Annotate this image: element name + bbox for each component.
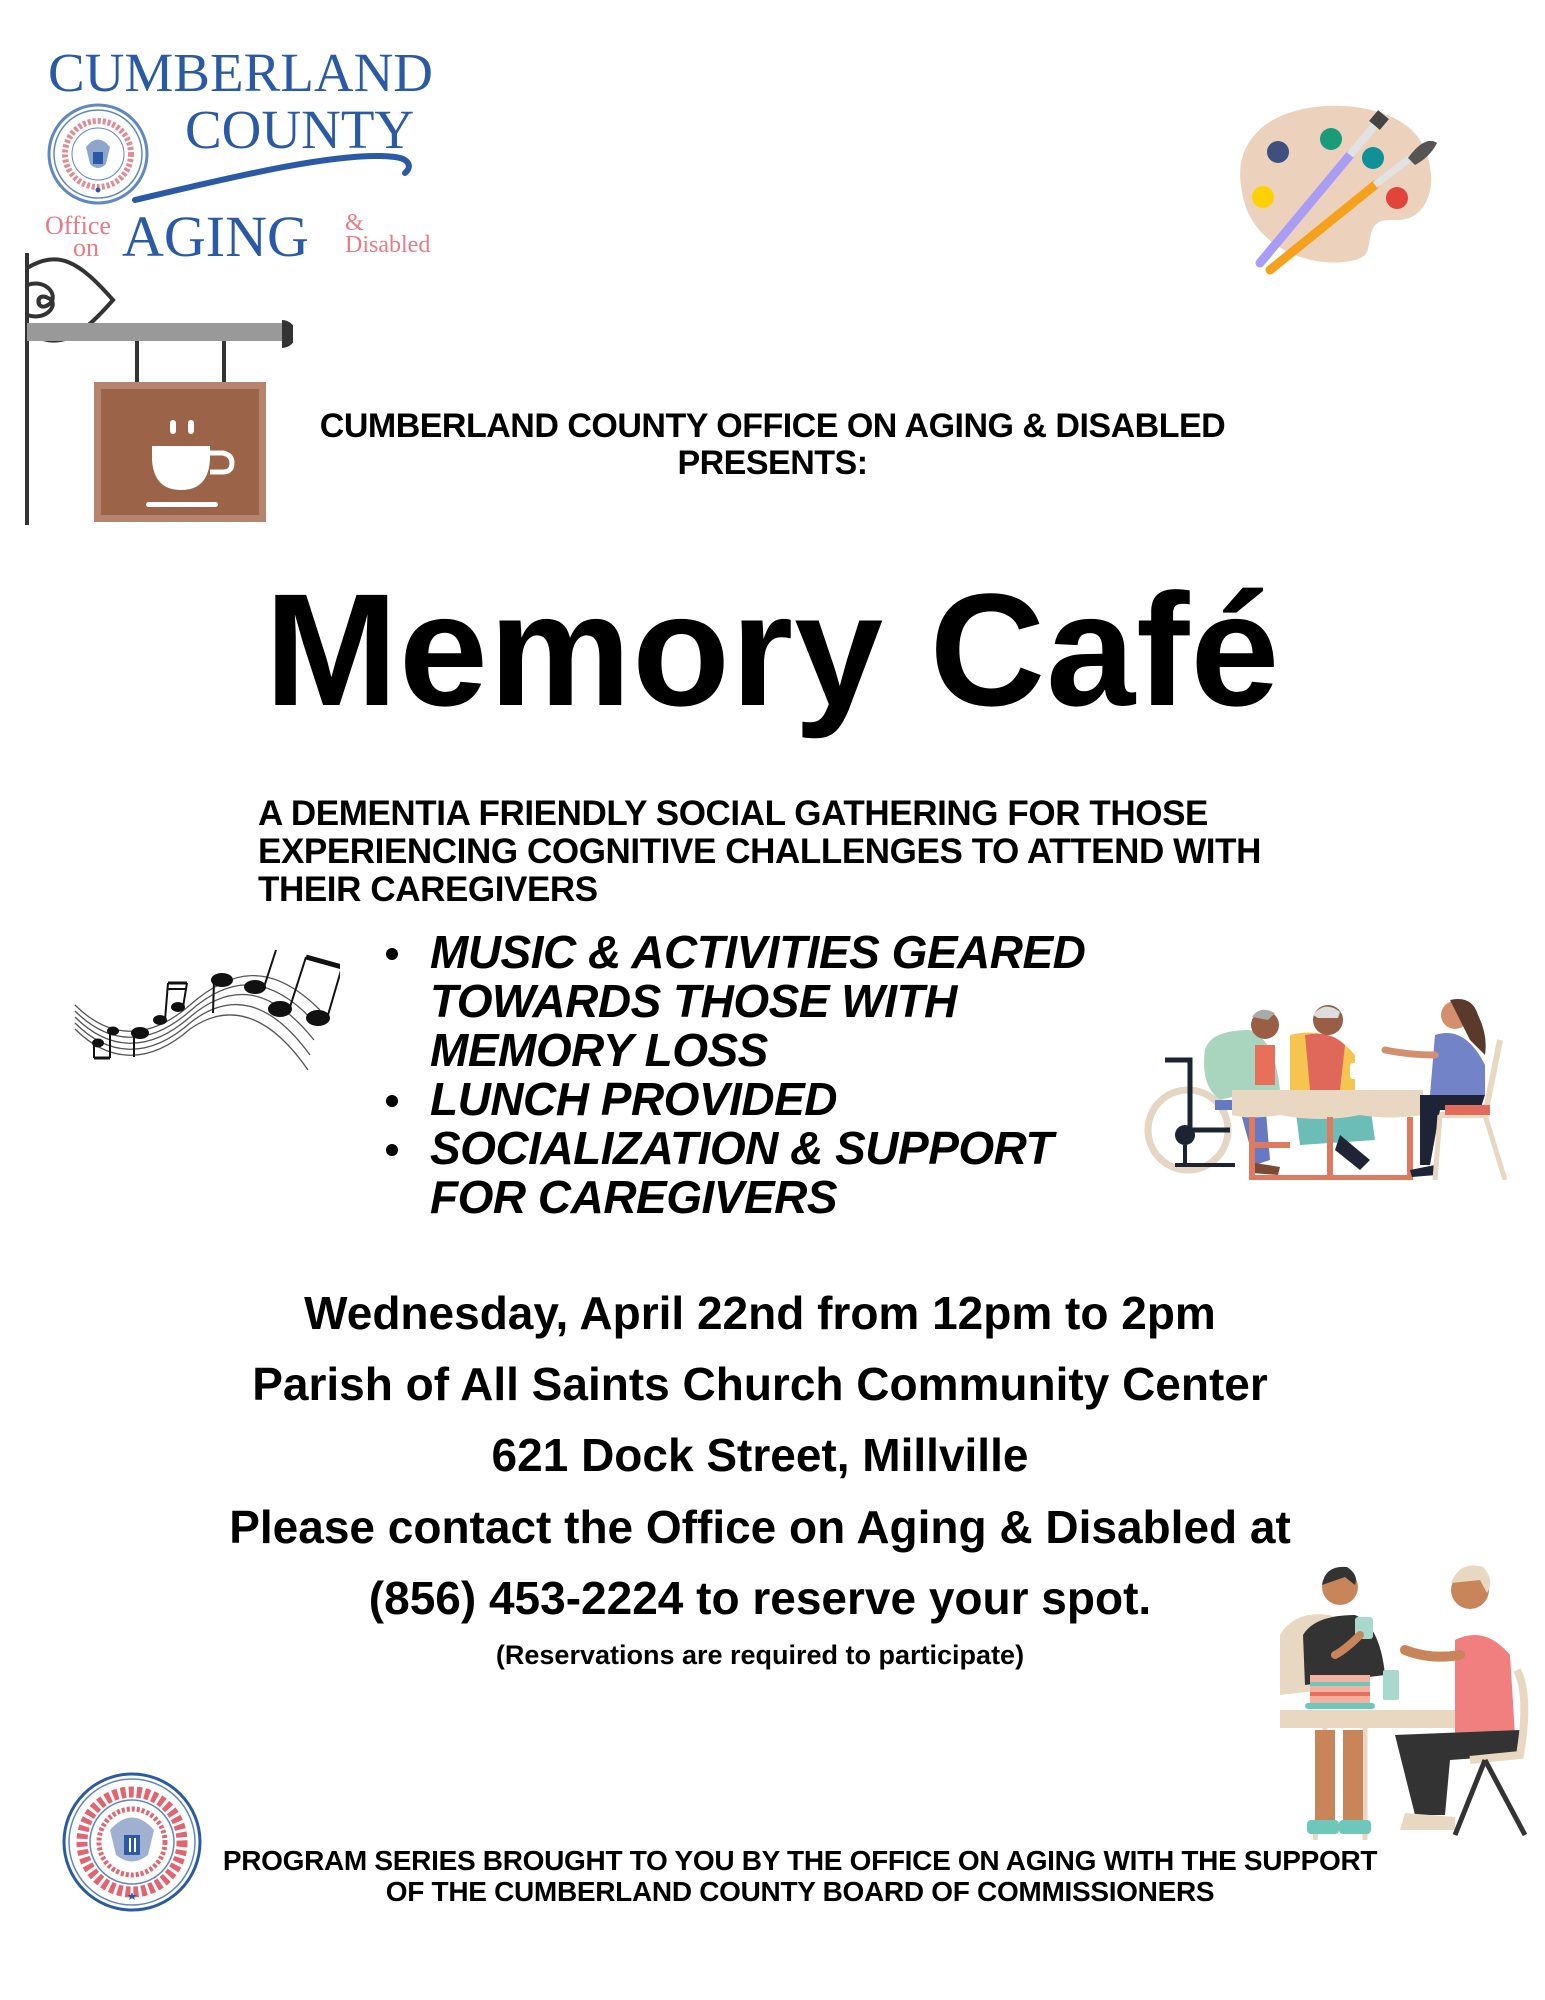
paint-palette-icon bbox=[1225, 85, 1465, 285]
office-on-aging-logo bbox=[40, 42, 434, 269]
event-address: 621 Dock Street, Millville bbox=[491, 1429, 1029, 1481]
list-item: MUSIC & ACTIVITIES GEARED TOWARDS THOSE WITH MEMORY LOSS bbox=[380, 928, 1140, 1075]
event-date-time: Wednesday, April 22nd from 12pm to 2pm bbox=[304, 1287, 1216, 1339]
bullet-icon bbox=[386, 1144, 398, 1156]
list-item: LUNCH PROVIDED bbox=[380, 1075, 1140, 1124]
bullet-icon bbox=[386, 948, 398, 960]
logo-text-office-on: Office on bbox=[45, 211, 111, 263]
bullet-icon bbox=[386, 1095, 398, 1107]
footer-sponsor-text: PROGRAM SERIES BROUGHT TO YOU BY THE OFFICE ON AGING WITH THE SUPPORT OF THE CUMBERLAND COUNTY BOARD OF COMMISSIONERS bbox=[222, 1845, 1378, 1907]
people-at-table-illustration bbox=[1140, 985, 1515, 1180]
presenter-heading: CUMBERLAND COUNTY OFFICE ON AGING & DISABLED PRESENTS: bbox=[319, 407, 1226, 482]
event-contact-phone: (856) 453-2224 to reserve your spot. bbox=[368, 1572, 1152, 1624]
reservation-note: (Reservations are required to participate) bbox=[495, 1640, 1025, 1670]
two-women-dining-illustration bbox=[1255, 1555, 1530, 1845]
logo-text-aging: AGING bbox=[122, 204, 309, 269]
logo-text-disabled: & Disabled bbox=[345, 210, 431, 258]
list-item: SOCIALIZATION & SUPPORT FOR CAREGIVERS bbox=[380, 1124, 1140, 1222]
logo-text-cumberland: CUMBERLAND bbox=[48, 42, 434, 103]
music-notes-icon bbox=[70, 945, 340, 1085]
county-seal-icon bbox=[60, 1770, 205, 1915]
intro-description: A DEMENTIA FRIENDLY SOCIAL GATHERING FOR THOSE EXPERIENCING COGNITIVE CHALLENGES TO ATTEND WITH THEIR CAREGIVERS bbox=[258, 794, 1261, 909]
features-list bbox=[380, 928, 1140, 1222]
cafe-sign-icon bbox=[18, 250, 293, 525]
event-venue: Parish of All Saints Church Community Center bbox=[252, 1358, 1268, 1410]
logo-text-county: COUNTY bbox=[185, 99, 415, 160]
county-seal-icon bbox=[46, 102, 150, 206]
event-contact-line: Please contact the Office on Aging & Disabled at bbox=[229, 1501, 1291, 1553]
page-title: Memory Café bbox=[264, 560, 1281, 739]
